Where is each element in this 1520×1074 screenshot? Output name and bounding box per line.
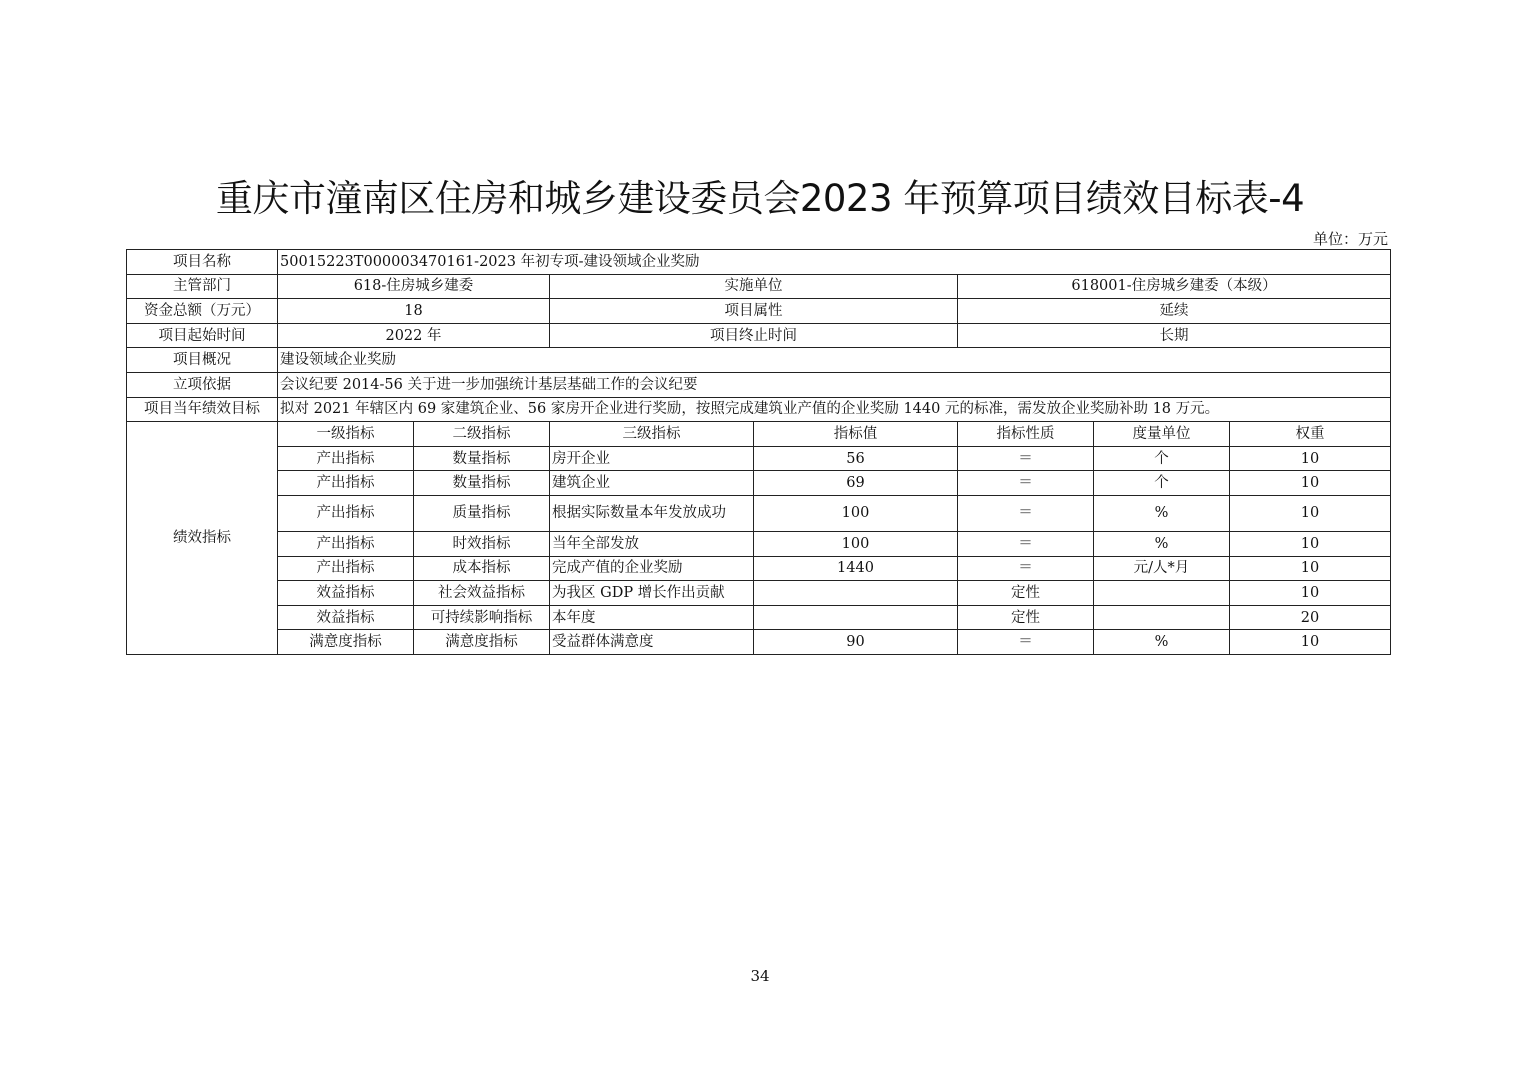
indicator-unit: %: [1094, 495, 1230, 531]
indicator-nature: ＝: [958, 446, 1094, 471]
indicator-nature: 定性: [958, 581, 1094, 606]
header-level2: 二级指标: [414, 422, 550, 447]
indicator-level3: 建筑企业: [550, 471, 754, 496]
row-project-name: [127, 250, 1391, 275]
indicator-level1: 产出指标: [278, 531, 414, 556]
indicator-unit: [1094, 581, 1230, 606]
basis-value: 会议纪要 2014-56 关于进一步加强统计基层基础工作的会议纪要: [278, 372, 1391, 397]
indicator-nature: ＝: [958, 471, 1094, 496]
indicator-weight: 10: [1230, 556, 1391, 581]
end-time-label: 项目终止时间: [550, 323, 958, 348]
project-name-label: 项目名称: [127, 250, 278, 275]
indicator-level1: 产出指标: [278, 471, 414, 496]
performance-target-table: [126, 249, 1391, 655]
implementing-unit-value: 618001-住房城乡建委（本级）: [958, 274, 1391, 299]
indicator-weight: 10: [1230, 630, 1391, 655]
indicator-nature: ＝: [958, 495, 1094, 531]
indicator-level2: 可持续影响指标: [414, 605, 550, 630]
indicator-level3: 受益群体满意度: [550, 630, 754, 655]
indicator-value: 69: [754, 471, 958, 496]
indicator-level2: 数量指标: [414, 446, 550, 471]
indicator-value: [754, 581, 958, 606]
indicator-level1: 产出指标: [278, 495, 414, 531]
indicator-weight: 10: [1230, 446, 1391, 471]
indicator-nature: ＝: [958, 630, 1094, 655]
end-time-value: 长期: [958, 323, 1391, 348]
header-weight: 权重: [1230, 422, 1391, 447]
implementing-unit-label: 实施单位: [550, 274, 958, 299]
start-time-value: 2022 年: [278, 323, 550, 348]
indicator-row: [127, 605, 1391, 630]
indicator-section-label: 绩效指标: [127, 422, 278, 655]
indicator-row: [127, 581, 1391, 606]
indicator-value: 1440: [754, 556, 958, 581]
indicator-nature: 定性: [958, 605, 1094, 630]
indicator-unit: 个: [1094, 471, 1230, 496]
indicator-level1: 产出指标: [278, 556, 414, 581]
indicator-value: [754, 605, 958, 630]
indicator-weight: 10: [1230, 531, 1391, 556]
indicator-weight: 10: [1230, 495, 1391, 531]
indicator-level3: 本年度: [550, 605, 754, 630]
row-department: [127, 274, 1391, 299]
indicator-level2: 满意度指标: [414, 630, 550, 655]
department-value: 618-住房城乡建委: [278, 274, 550, 299]
header-nature: 指标性质: [958, 422, 1094, 447]
indicator-level2: 数量指标: [414, 471, 550, 496]
header-level3: 三级指标: [550, 422, 754, 447]
indicator-row: [127, 471, 1391, 496]
indicator-header-row: [127, 422, 1391, 447]
row-period: [127, 323, 1391, 348]
indicator-level3: 房开企业: [550, 446, 754, 471]
project-attribute-label: 项目属性: [550, 299, 958, 324]
indicator-row: [127, 630, 1391, 655]
start-time-label: 项目起始时间: [127, 323, 278, 348]
fund-total-value: 18: [278, 299, 550, 324]
indicator-level1: 满意度指标: [278, 630, 414, 655]
indicator-level2: 时效指标: [414, 531, 550, 556]
indicator-value: 90: [754, 630, 958, 655]
indicator-level2: 成本指标: [414, 556, 550, 581]
header-value: 指标值: [754, 422, 958, 447]
fund-total-label: 资金总额（万元）: [127, 299, 278, 324]
indicator-level3: 当年全部发放: [550, 531, 754, 556]
indicator-level1: 产出指标: [278, 446, 414, 471]
header-level1: 一级指标: [278, 422, 414, 447]
indicator-row: [127, 446, 1391, 471]
row-annual-goal: [127, 397, 1391, 422]
basis-label: 立项依据: [127, 372, 278, 397]
overview-label: 项目概况: [127, 348, 278, 373]
indicator-row: [127, 495, 1391, 531]
indicator-nature: ＝: [958, 556, 1094, 581]
indicator-weight: 20: [1230, 605, 1391, 630]
indicator-unit: %: [1094, 531, 1230, 556]
page-title: 重庆市潼南区住房和城乡建设委员会2023 年预算项目绩效目标表-4: [215, 177, 1305, 220]
indicator-weight: 10: [1230, 471, 1391, 496]
project-attribute-value: 延续: [958, 299, 1391, 324]
row-basis: [127, 372, 1391, 397]
indicator-nature: ＝: [958, 531, 1094, 556]
header-unit: 度量单位: [1094, 422, 1230, 447]
page-number: 34: [750, 967, 770, 985]
unit-label: 单位：万元: [1312, 230, 1388, 248]
indicator-level2: 质量指标: [414, 495, 550, 531]
indicator-level1: 效益指标: [278, 605, 414, 630]
indicator-unit: 个: [1094, 446, 1230, 471]
indicator-level2: 社会效益指标: [414, 581, 550, 606]
indicator-value: 100: [754, 531, 958, 556]
overview-value: 建设领域企业奖励: [278, 348, 1391, 373]
indicator-row: [127, 556, 1391, 581]
indicator-level1: 效益指标: [278, 581, 414, 606]
indicator-weight: 10: [1230, 581, 1391, 606]
indicator-row: [127, 531, 1391, 556]
project-name-value: 50015223T000003470161-2023 年初专项-建设领域企业奖励: [278, 250, 1391, 275]
indicator-unit: %: [1094, 630, 1230, 655]
row-overview: [127, 348, 1391, 373]
row-fund: [127, 299, 1391, 324]
indicator-value: 56: [754, 446, 958, 471]
indicator-level3: 为我区 GDP 增长作出贡献: [550, 581, 754, 606]
indicator-unit: [1094, 605, 1230, 630]
indicator-value: 100: [754, 495, 958, 531]
department-label: 主管部门: [127, 274, 278, 299]
annual-goal-label: 项目当年绩效目标: [127, 397, 278, 422]
indicator-level3: 完成产值的企业奖励: [550, 556, 754, 581]
annual-goal-value: 拟对 2021 年辖区内 69 家建筑企业、56 家房开企业进行奖励，按照完成建筑业产值的企业奖励 1440 元的标准，需发放企业奖励补助 18 万元。: [278, 397, 1391, 422]
indicator-level3: 根据实际数量本年发放成功: [550, 495, 754, 531]
indicator-unit: 元/人*月: [1094, 556, 1230, 581]
